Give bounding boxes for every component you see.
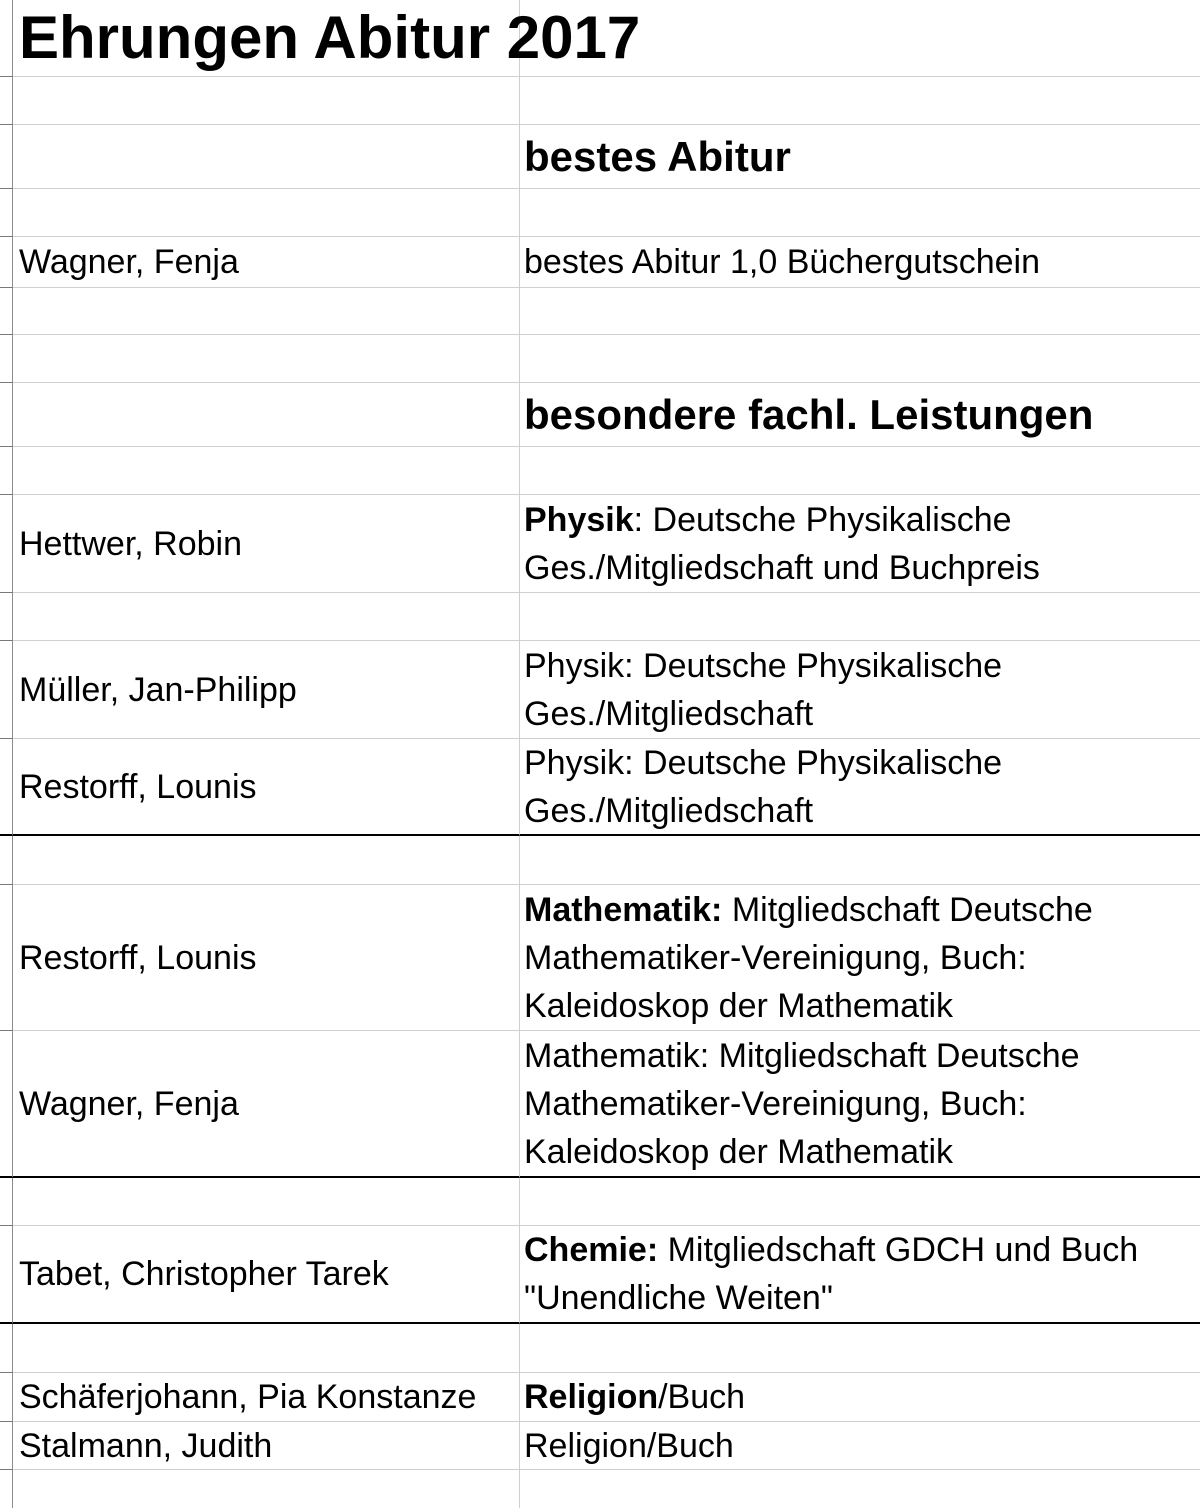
row-header[interactable] bbox=[0, 1178, 13, 1226]
cell-award[interactable] bbox=[520, 1226, 1200, 1324]
empty-cell[interactable] bbox=[520, 288, 1200, 335]
award-line bbox=[524, 496, 1200, 544]
sheet-row bbox=[0, 189, 1200, 237]
sheet-row bbox=[0, 739, 1200, 836]
sheet-row bbox=[0, 836, 1200, 885]
award-text: Mathematiker-Vereinigung, Buch: bbox=[524, 938, 1027, 977]
award-text: Mitgliedschaft Deutsche bbox=[722, 890, 1093, 929]
empty-cell[interactable] bbox=[13, 836, 520, 885]
award-subject: Chemie: bbox=[524, 1231, 659, 1269]
row-header[interactable] bbox=[0, 1470, 13, 1508]
winner-name: Müller, Jan-Philipp bbox=[19, 670, 297, 709]
sheet-row bbox=[0, 237, 1200, 288]
cell-award[interactable] bbox=[520, 383, 1200, 447]
empty-cell[interactable] bbox=[520, 836, 1200, 885]
award-text: Physik: Deutsche Physikalische bbox=[524, 743, 1003, 782]
row-header[interactable] bbox=[0, 1422, 13, 1470]
row-header[interactable] bbox=[0, 1324, 13, 1373]
winner-name: Stalmann, Judith bbox=[19, 1426, 273, 1465]
cell-award[interactable] bbox=[520, 1422, 1200, 1470]
award-text: Kaleidoskop der Mathematik bbox=[524, 986, 954, 1025]
winner-name: Wagner, Fenja bbox=[19, 243, 239, 281]
sheet-row bbox=[0, 383, 1200, 447]
award-line bbox=[524, 886, 1200, 934]
cell-name[interactable] bbox=[13, 739, 520, 836]
award-text: Ges./Mitgliedschaft bbox=[524, 694, 814, 733]
empty-cell[interactable] bbox=[520, 593, 1200, 641]
cell-name[interactable] bbox=[13, 1031, 520, 1178]
empty-cell[interactable] bbox=[13, 1178, 520, 1226]
sheet-row bbox=[0, 335, 1200, 383]
cell-award[interactable] bbox=[520, 885, 1200, 1031]
row-header[interactable] bbox=[0, 447, 13, 495]
empty-cell[interactable] bbox=[520, 335, 1200, 383]
sheet-row bbox=[0, 288, 1200, 335]
sheet-row bbox=[0, 1373, 1200, 1422]
section-heading-best: bestes Abitur bbox=[524, 132, 791, 180]
empty-cell[interactable] bbox=[13, 593, 520, 641]
sheet-row bbox=[0, 593, 1200, 641]
empty-cell[interactable] bbox=[13, 288, 520, 335]
sheet-title: Ehrungen Abitur 2017 bbox=[19, 4, 641, 71]
cell-name[interactable] bbox=[13, 1373, 520, 1422]
empty-cell[interactable] bbox=[520, 189, 1200, 237]
row-header[interactable] bbox=[0, 189, 13, 237]
row-header[interactable] bbox=[0, 739, 13, 836]
row-header[interactable] bbox=[0, 77, 13, 125]
cell-award[interactable] bbox=[520, 1373, 1200, 1422]
empty-cell[interactable] bbox=[520, 77, 1200, 125]
empty-cell[interactable] bbox=[13, 335, 520, 383]
sheet-row bbox=[0, 1324, 1200, 1373]
award-text: Ges./Mitgliedschaft bbox=[524, 791, 814, 830]
sheet-row bbox=[0, 1178, 1200, 1226]
row-header[interactable] bbox=[0, 335, 13, 383]
award-text: Ges./Mitgliedschaft und Buchpreis bbox=[524, 548, 1040, 587]
winner-name: Tabet, Christopher Tarek bbox=[19, 1255, 389, 1293]
award-text: bestes Abitur 1,0 Büchergutschein bbox=[524, 243, 1040, 281]
empty-cell[interactable] bbox=[13, 383, 520, 447]
section-heading-special: besondere fachl. Leistungen bbox=[524, 390, 1094, 438]
winner-name: Schäferjohann, Pia Konstanze bbox=[19, 1378, 477, 1416]
award-subject: Religion bbox=[524, 1378, 659, 1416]
empty-cell[interactable] bbox=[13, 1324, 520, 1373]
sheet-row bbox=[0, 641, 1200, 739]
award-text: /Buch bbox=[658, 1378, 746, 1416]
cell-award[interactable] bbox=[520, 641, 1200, 739]
empty-cell[interactable] bbox=[520, 1178, 1200, 1226]
award-line bbox=[524, 1373, 1200, 1421]
winner-name: Wagner, Fenja bbox=[19, 1084, 239, 1123]
empty-cell[interactable] bbox=[520, 1470, 1200, 1508]
empty-cell[interactable] bbox=[13, 189, 520, 237]
empty-cell[interactable] bbox=[13, 125, 520, 189]
award-text: "Unendliche Weiten" bbox=[524, 1279, 833, 1317]
cell-award[interactable] bbox=[520, 237, 1200, 288]
row-header[interactable] bbox=[0, 593, 13, 641]
sheet-row bbox=[0, 495, 1200, 593]
sheet-row bbox=[0, 1470, 1200, 1508]
cell-award[interactable] bbox=[520, 125, 1200, 189]
sheet-row bbox=[0, 77, 1200, 125]
sheet-row bbox=[0, 1422, 1200, 1470]
award-text: Mathematik: Mitgliedschaft Deutsche bbox=[524, 1036, 1080, 1075]
cell-name[interactable] bbox=[13, 1226, 520, 1324]
row-header[interactable] bbox=[0, 495, 13, 593]
award-text: Mathematiker-Vereinigung, Buch: bbox=[524, 1084, 1027, 1123]
row-header[interactable] bbox=[0, 125, 13, 189]
row-header[interactable] bbox=[0, 1373, 13, 1422]
award-subject: Mathematik: bbox=[524, 890, 723, 929]
empty-cell[interactable] bbox=[520, 1324, 1200, 1373]
award-text: Kaleidoskop der Mathematik bbox=[524, 1132, 954, 1171]
cell-name[interactable] bbox=[13, 641, 520, 739]
row-header[interactable] bbox=[0, 641, 13, 739]
row-header[interactable] bbox=[0, 237, 13, 288]
row-header[interactable] bbox=[0, 383, 13, 447]
row-header[interactable] bbox=[0, 1031, 13, 1178]
empty-cell[interactable] bbox=[13, 1470, 520, 1508]
cell-name[interactable] bbox=[13, 495, 520, 593]
cell-name[interactable] bbox=[13, 237, 520, 288]
row-header[interactable] bbox=[0, 836, 13, 885]
sheet-row bbox=[0, 447, 1200, 495]
sheet-row bbox=[0, 885, 1200, 1031]
cell-name[interactable] bbox=[13, 1422, 520, 1470]
row-header[interactable] bbox=[0, 288, 13, 335]
sheet-row bbox=[0, 0, 1200, 77]
winner-name: Hettwer, Robin bbox=[19, 524, 242, 563]
cell-award[interactable] bbox=[520, 495, 1200, 593]
row-header[interactable] bbox=[0, 1226, 13, 1324]
sheet-row bbox=[0, 1031, 1200, 1178]
cell-name[interactable] bbox=[13, 885, 520, 1031]
award-text: : Deutsche Physikalische bbox=[633, 500, 1012, 539]
award-text: Mitgliedschaft GDCH und Buch bbox=[658, 1231, 1139, 1269]
award-text: Religion/Buch bbox=[524, 1426, 734, 1465]
empty-cell[interactable] bbox=[13, 77, 520, 125]
sheet-row bbox=[0, 1226, 1200, 1324]
cell-award[interactable] bbox=[520, 739, 1200, 836]
award-text: Physik: Deutsche Physikalische bbox=[524, 646, 1003, 685]
empty-cell[interactable] bbox=[520, 447, 1200, 495]
award-subject: Physik bbox=[524, 500, 634, 539]
row-header[interactable] bbox=[0, 0, 13, 77]
sheet-row bbox=[0, 125, 1200, 189]
row-header[interactable] bbox=[0, 885, 13, 1031]
empty-cell[interactable] bbox=[13, 447, 520, 495]
award-line bbox=[524, 1226, 1200, 1274]
cell-name[interactable] bbox=[13, 0, 641, 77]
winner-name: Restorff, Lounis bbox=[19, 767, 257, 806]
cell-award[interactable] bbox=[520, 1031, 1200, 1178]
winner-name: Restorff, Lounis bbox=[19, 938, 257, 977]
